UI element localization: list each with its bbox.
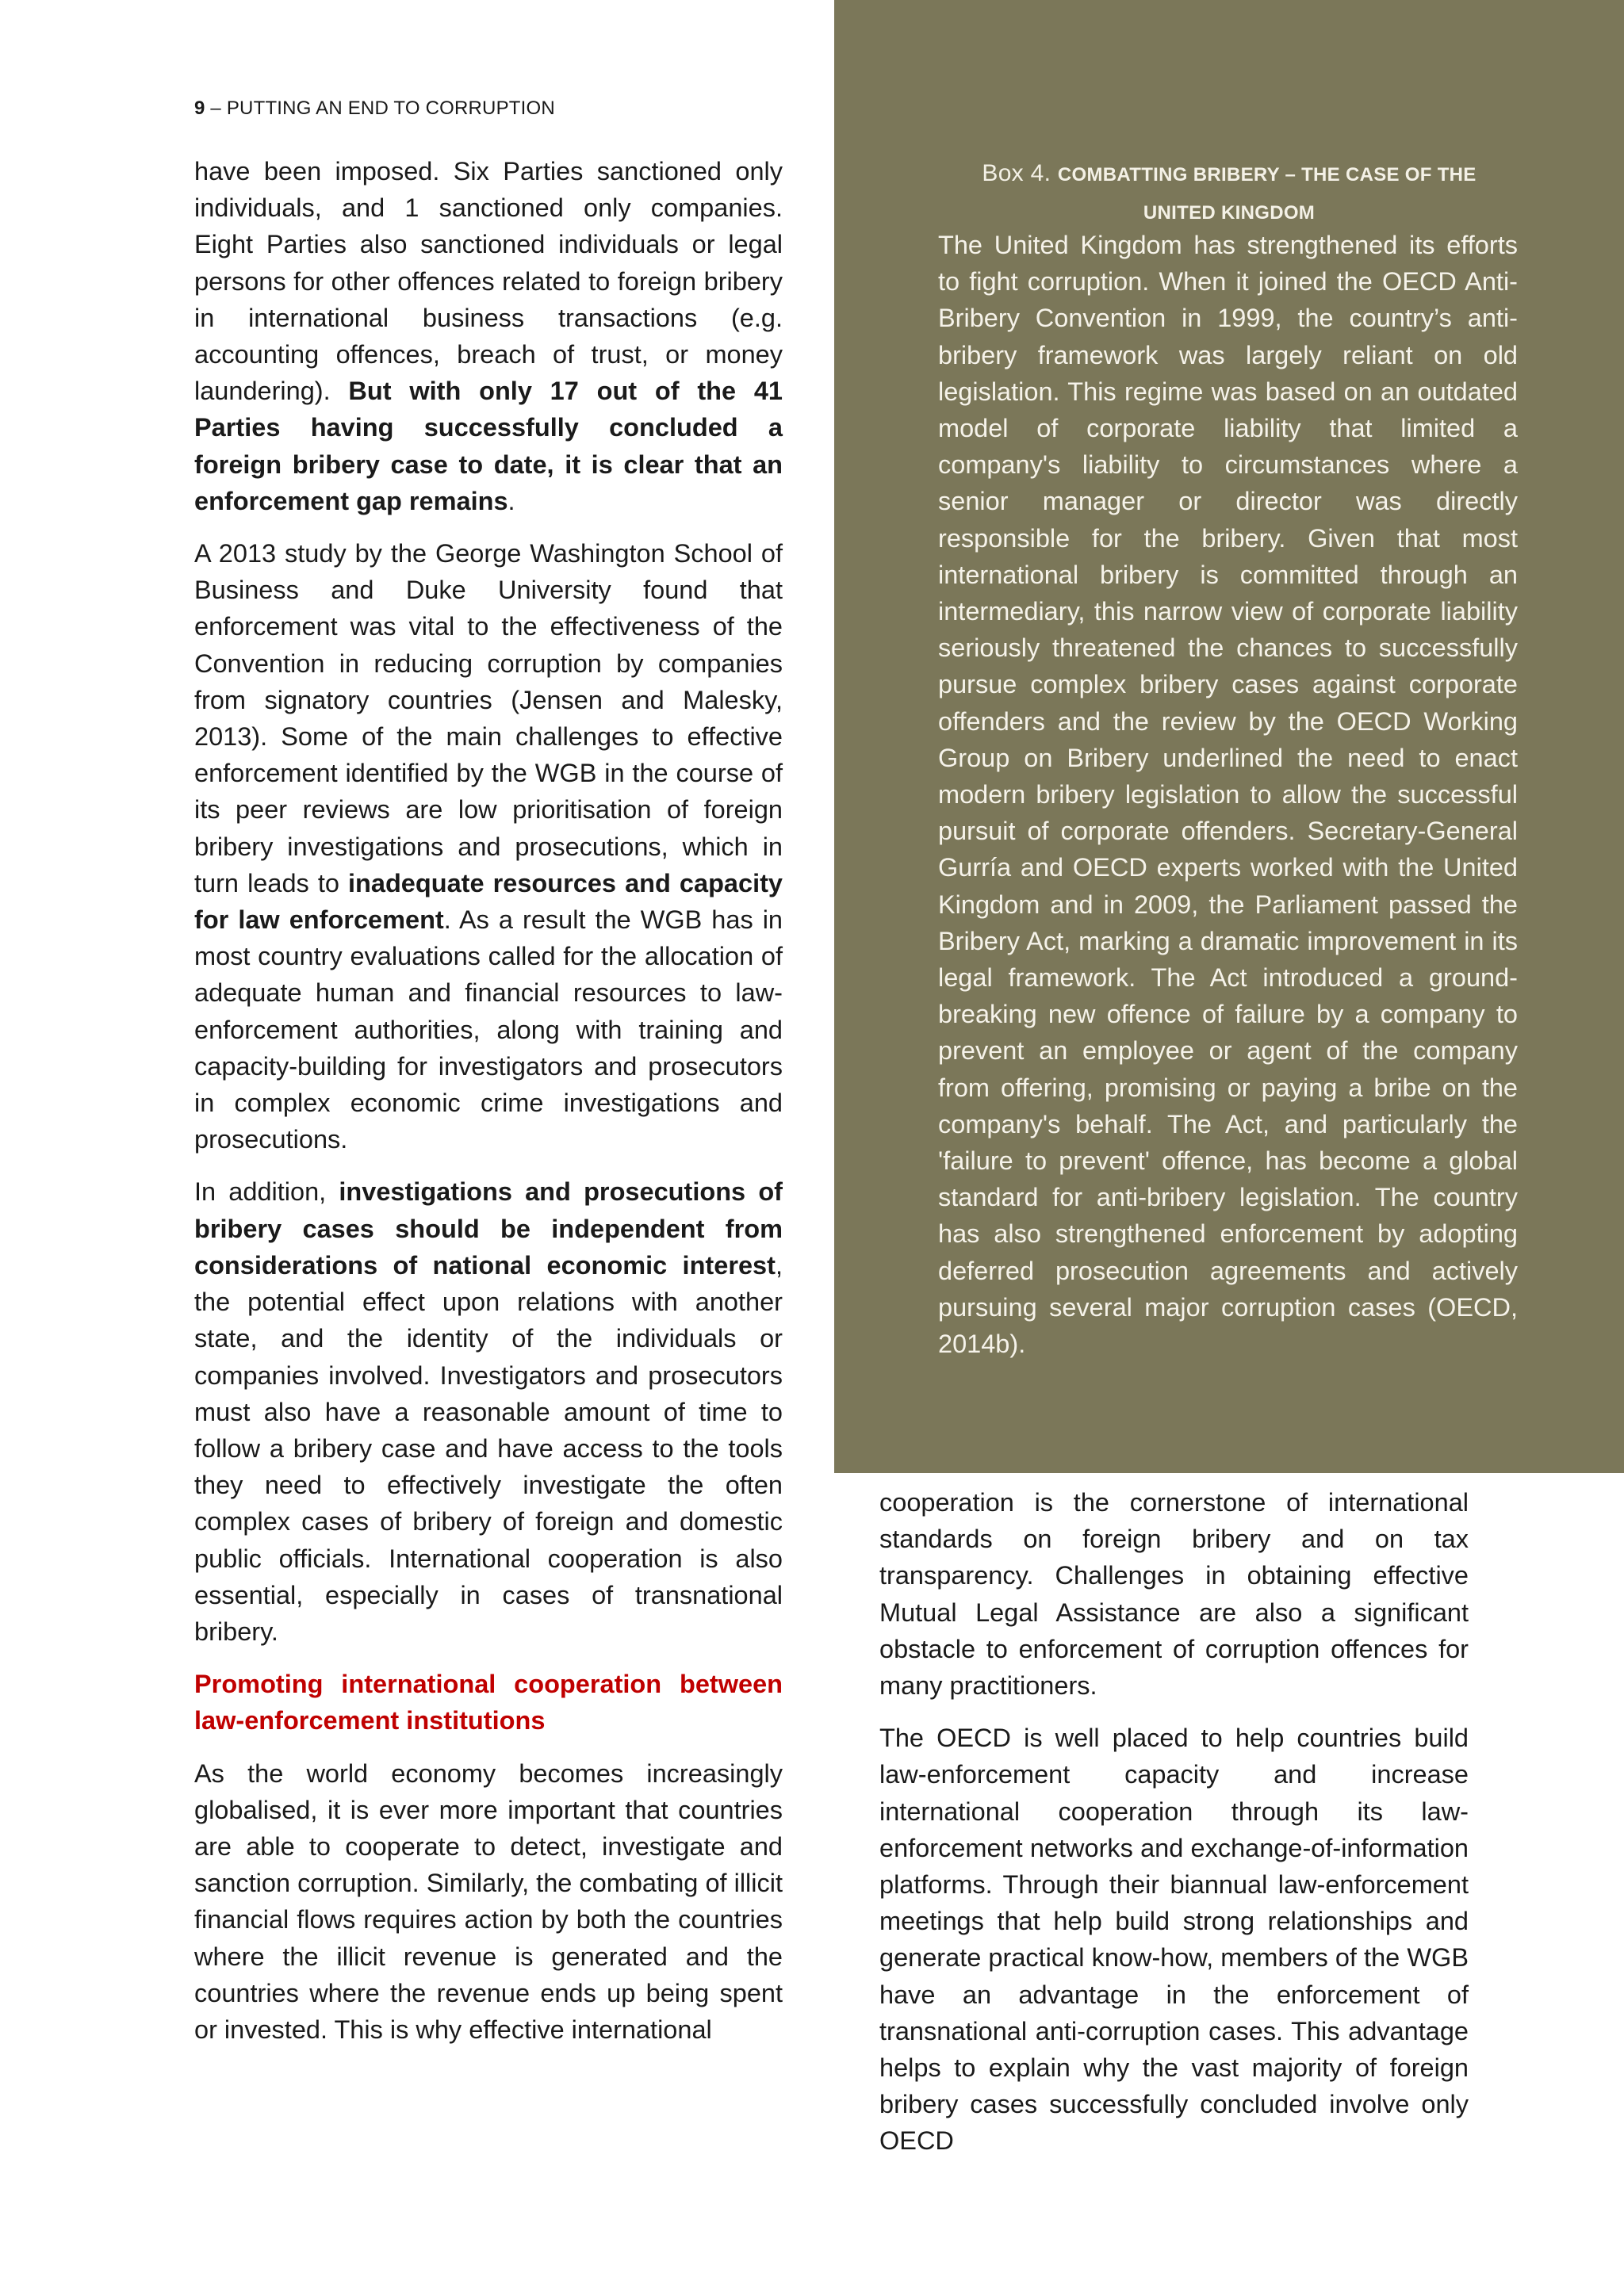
box-body: The United Kingdom has strengthened its efforts to fight corruption. When it joined the OECD Anti-Bribery Convention in 1999, the country’s anti-bribery framework was largely reliant on old legislation. This regime was based on an outdated model of corporate liability that limited a company's liability to circumstances where a senior manager or director was directly responsible for the bribery. Given that most international bribery is committed through an intermediary, this narrow view of corporate liability seriously threatened the chances to successfully pursue complex bribery cases against corporate offenders and the review by the OECD Working Group on Bribery underlined the need to enact modern bribery legislation to allow the successful pursuit of corporate offenders. Secretary-General Gurría and OECD experts worked with the United Kingdom and in 2009, the Parliament passed the Bribery Act, marking a dramatic improvement in its legal framework. The Act introduced a ground-breaking new offence of failure by a company to prevent an employee or agent of the company from offering, promising or paying a bribe on the company's behalf. The Act, and particularly the 'failure to prevent' offence, has become a global standard for anti-bribery legislation. The country has also strengthened enforcement by adopting deferred prosecution agreements and actively pursuing several major corruption cases (OECD, 2014b).	[938, 231, 1518, 1359]
text-run: . As a result the WGB has in most country evaluations called for the allocation of adequate human and financial resources to law-enforcement authorities, along with training and capacity-building for investigators and prosecutors in complex economic crime investigations and prosecutions.	[194, 905, 783, 1154]
left-column	[194, 153, 783, 2064]
bold-text-run: investigations and prosecutions of bribery cases should be independent from considerations of national economic interest	[194, 1177, 783, 1280]
right-column	[879, 1484, 1469, 2175]
page-number: 9	[194, 98, 205, 119]
paragraph-enforcement-gap	[194, 153, 783, 519]
paragraph-2013-study	[194, 535, 783, 1158]
bold-text-run: inadequate resources and capacity for law enforcement	[194, 868, 783, 935]
bold-text-run: But with only 17 out of the 41 Parties having successfully concluded a foreign bribery case to date, it is clear that an enforcement gap remains	[194, 377, 783, 515]
paragraph-cooperation: cooperation is the cornerstone of international standards on foreign bribery and on tax transparency. Challenges in obtaining effective Mutual Legal Assistance are also a significant obstacle to enforcement of corruption offences for many practitioners.	[879, 1488, 1469, 1701]
box-label: Box 4.	[982, 160, 1058, 186]
running-title: – PUTTING AN END TO CORRUPTION	[205, 98, 555, 119]
paragraph-independence	[194, 1173, 783, 1650]
box-title-line1: COMBATTING BRIBERY – THE CASE OF THE	[1057, 164, 1477, 186]
section-heading: Promoting international cooperation between law-enforcement institutions	[194, 1670, 783, 1735]
paragraph-oecd-role: The OECD is well placed to help countries build law-enforcement capacity and increase international cooperation through its law-enforcement networks and exchange-of-information platforms. Through their biannual law-enforcement meetings that help build strong relationships and generate practical know-how, members of the WGB have an advantage in the enforcement of transnational anti-corruption cases. This advantage helps to explain why the vast majority of foreign bribery cases successfully concluded involve only OECD	[879, 1724, 1469, 2156]
box-title	[896, 155, 1562, 232]
text-run: A 2013 study by the George Washington School of Business and Duke University found that enforcement was vital to the effectiveness of the Convention in reducing corruption by companies from signatory countries (Jensen and Malesky, 2013). Some of the main challenges to effective enforcement identified by the WGB in the course of its peer reviews are low prioritisation of foreign bribery investigations and prosecutions, which in turn leads to	[194, 539, 783, 897]
box-title-line2: UNITED KINGDOM	[1143, 202, 1316, 224]
text-run: In addition,	[194, 1177, 339, 1207]
paragraph-globalisation: As the world economy becomes increasingly globalised, it is ever more important that countries are able to cooperate to detect, investigate and sanction corruption. Similarly, the combating of illicit financial flows requires action by both the countries where the illicit revenue is generated and the countries where the revenue ends up being spent or invested. This is why effective international	[194, 1758, 783, 2044]
text-run: , the potential effect upon relations with another state, and the identity of the individuals or companies involved. Investigators and prosecutors must also have a reasonable amount of time to follow a bribery case and have access to the tools they need to effectively investigate the often complex cases of bribery of foreign and domestic public officials. International cooperation is also essential, especially in cases of transnational bribery.	[194, 1250, 783, 1646]
running-header	[194, 98, 555, 120]
text-run: .	[508, 486, 515, 515]
text-run: have been imposed. Six Parties sanctioned only individuals, and 1 sanctioned only companies. Eight Parties also sanctioned individuals or legal persons for other offences related to foreign bribery in international business transactions (e.g. accounting offences, breach of trust, or money laundering).	[194, 157, 783, 406]
